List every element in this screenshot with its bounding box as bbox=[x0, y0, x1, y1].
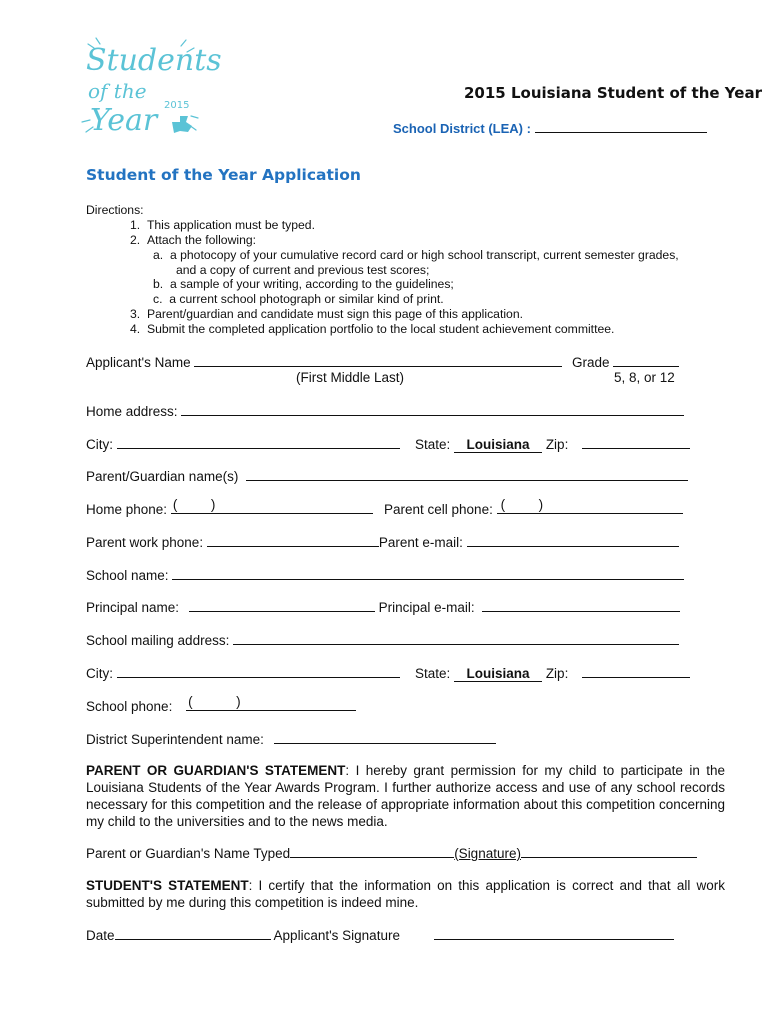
page-title: 2015 Louisiana Student of the Year bbox=[464, 84, 762, 102]
city-field[interactable] bbox=[117, 436, 400, 449]
student-statement bbox=[86, 877, 725, 911]
applicant-signature-label: Applicant's Signature bbox=[273, 928, 400, 943]
student-statement-text: : I certify that the information on this application is correct and that all work submitted by me during this competition is indeed mine. bbox=[86, 878, 725, 910]
school-zip-field[interactable] bbox=[582, 665, 690, 678]
principal-name-field[interactable] bbox=[189, 599, 375, 612]
home-address-label: Home address: bbox=[86, 404, 178, 419]
home-address-row bbox=[86, 403, 684, 419]
school-state-row bbox=[415, 665, 690, 682]
school-name-label: School name: bbox=[86, 568, 169, 583]
school-city-field[interactable] bbox=[117, 665, 400, 678]
parent-cell-label: Parent cell phone: bbox=[384, 502, 493, 517]
parent-work-label: Parent work phone: bbox=[86, 535, 204, 550]
zip-field[interactable] bbox=[582, 436, 690, 449]
school-address-field[interactable] bbox=[233, 632, 679, 645]
city-row bbox=[86, 436, 400, 452]
home-phone-field[interactable]: ( ) bbox=[171, 501, 373, 514]
grade-row bbox=[572, 354, 679, 370]
students-of-the-year-logo bbox=[76, 30, 222, 145]
home-address-field[interactable] bbox=[181, 403, 684, 416]
logo-line3: Year bbox=[90, 103, 158, 138]
grade-label: Grade bbox=[572, 355, 610, 370]
school-state-label: State: bbox=[415, 666, 451, 681]
directions-item-3: 3. Parent/guardian and candidate must sign this page of this application. bbox=[130, 307, 523, 321]
directions-item-2a: a. a photocopy of your cumulative record card or high school transcript, current semester grades, bbox=[153, 248, 679, 262]
principal-email-label: Principal e-mail: bbox=[378, 600, 475, 615]
school-district-label-text: School District (LEA) : bbox=[393, 121, 531, 136]
directions-item-2a-cont: and a copy of current and previous test scores; bbox=[176, 263, 430, 277]
parent-email-field[interactable] bbox=[467, 534, 679, 547]
superintendent-row bbox=[86, 731, 496, 747]
principal-email-field[interactable] bbox=[482, 599, 680, 612]
logo-line2: of the bbox=[88, 79, 147, 103]
city-label: City: bbox=[86, 437, 113, 452]
directions-item-2b: b. a sample of your writing, according to the guidelines; bbox=[153, 277, 454, 291]
guardian-typed-field[interactable] bbox=[290, 845, 454, 858]
superintendent-label: District Superintendent name: bbox=[86, 732, 264, 747]
state-row bbox=[415, 436, 690, 453]
parent-email-label: Parent e-mail: bbox=[378, 535, 463, 550]
guardian-names-row bbox=[86, 468, 688, 484]
school-name-row bbox=[86, 567, 684, 583]
parent-statement-text: : I hereby grant permission for my child to participate in the Louisiana Students of the Year Awards Program. I further authorize access and use of any school records necessary for this competition and the release of appropriate information about this competition concerning my child to the universities and to the news media. bbox=[86, 763, 725, 829]
directions-item-2: 2. Attach the following: bbox=[130, 233, 257, 247]
state-label: State: bbox=[415, 437, 451, 452]
directions-item-1: 1. This application must be typed. bbox=[130, 218, 315, 232]
zip-label: Zip: bbox=[545, 437, 569, 452]
parent-statement bbox=[86, 762, 725, 830]
school-address-label: School mailing address: bbox=[86, 633, 230, 648]
guardian-typed-label: Parent or Guardian's Name Typed bbox=[86, 846, 291, 861]
guardian-sign-row bbox=[86, 845, 697, 861]
directions-item-4: 4. Submit the completed application portfolio to the local student achievement committee. bbox=[130, 322, 615, 336]
principal-row bbox=[86, 599, 680, 615]
guardian-signature-label: (Signature) bbox=[454, 846, 521, 861]
student-statement-heading: STUDENT'S STATEMENT bbox=[86, 878, 249, 893]
school-name-field[interactable] bbox=[172, 567, 684, 580]
school-zip-label: Zip: bbox=[545, 666, 569, 681]
application-title: Student of the Year Application bbox=[86, 166, 361, 184]
directions-item-2c: c. a current school photograph or similar kind of print. bbox=[153, 292, 444, 306]
school-city-label: City: bbox=[86, 666, 113, 681]
parent-cell-row bbox=[384, 497, 683, 517]
guardian-names-field[interactable] bbox=[246, 468, 688, 481]
parent-cell-field[interactable]: ( ) bbox=[497, 501, 683, 514]
applicant-name-label: Applicant's Name bbox=[86, 355, 191, 370]
school-phone-label: School phone: bbox=[86, 699, 173, 714]
grade-field[interactable] bbox=[613, 354, 679, 367]
school-phone-row bbox=[86, 694, 356, 714]
parent-work-field[interactable] bbox=[207, 534, 379, 547]
school-phone-field[interactable]: ( ) bbox=[186, 698, 356, 711]
directions-heading: Directions: bbox=[86, 203, 144, 217]
school-address-row bbox=[86, 632, 679, 648]
louisiana-shape-icon bbox=[172, 116, 192, 133]
student-sign-row bbox=[86, 927, 674, 943]
applicant-name-row bbox=[86, 354, 562, 370]
parent-statement-heading: PARENT OR GUARDIAN'S STATEMENT bbox=[86, 763, 346, 778]
applicant-name-field[interactable] bbox=[194, 354, 562, 367]
home-phone-row bbox=[86, 497, 373, 517]
school-city-row bbox=[86, 665, 400, 681]
logo-line1: Students bbox=[86, 43, 222, 78]
name-hint: (First Middle Last) bbox=[296, 370, 405, 385]
school-state-field[interactable]: Louisiana bbox=[454, 666, 542, 682]
logo-year: 2015 bbox=[164, 100, 190, 111]
school-district-field[interactable] bbox=[535, 120, 707, 133]
grade-hint: 5, 8, or 12 bbox=[614, 370, 675, 385]
guardian-names-label: Parent/Guardian name(s) bbox=[86, 469, 239, 484]
superintendent-field[interactable] bbox=[274, 731, 496, 744]
applicant-signature-field[interactable] bbox=[434, 927, 674, 940]
home-phone-label: Home phone: bbox=[86, 502, 168, 517]
date-field[interactable] bbox=[115, 927, 271, 940]
principal-name-label: Principal name: bbox=[86, 600, 180, 615]
guardian-signature-field[interactable] bbox=[521, 845, 697, 858]
state-field[interactable]: Louisiana bbox=[454, 437, 542, 453]
school-district-label bbox=[393, 120, 707, 136]
date-label: Date bbox=[86, 928, 115, 943]
parent-work-row bbox=[86, 534, 679, 550]
